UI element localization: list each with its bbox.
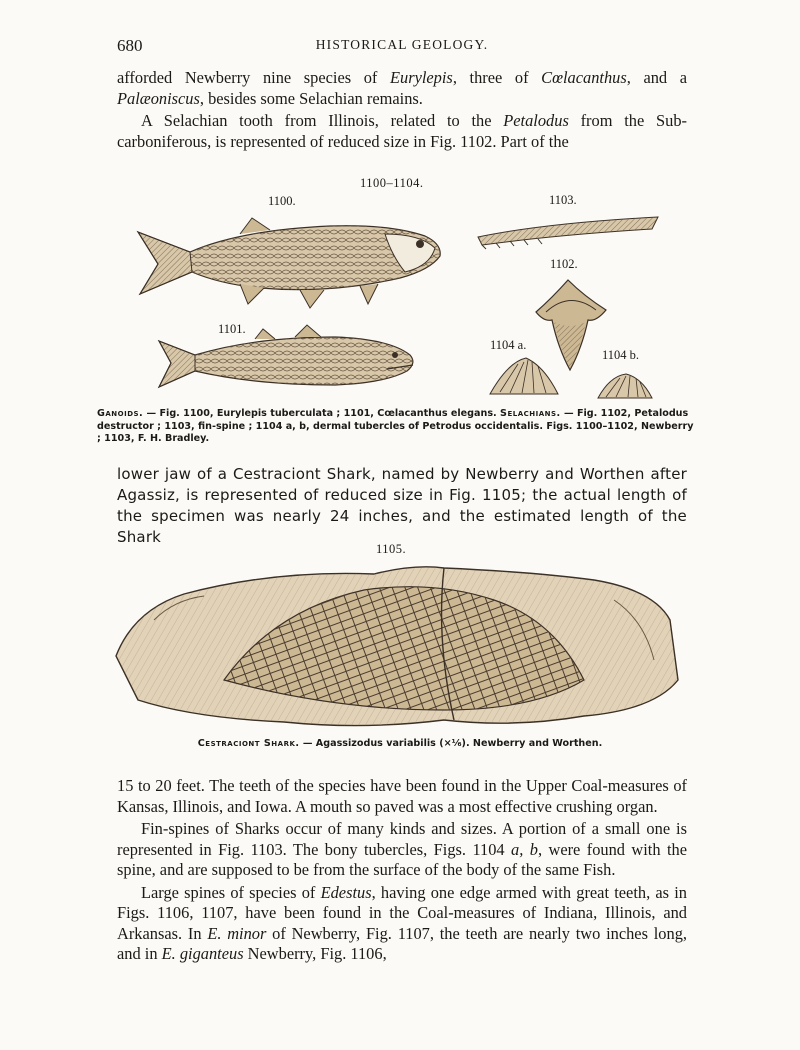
tubercle-1104a-illustration	[488, 356, 560, 396]
page-header	[117, 36, 687, 58]
figure-label-1104a: 1104 a.	[490, 338, 527, 352]
figure-label-1105: 1105.	[376, 542, 407, 556]
running-head: HISTORICAL GEOLOGY.	[315, 37, 489, 52]
bottom-text	[117, 776, 687, 965]
paragraph: 15 to 20 feet. The teeth of the species have been found in the Upper Coal-measures of Kansas, Illinois, and Iowa. A mouth so paved was a most effective crushing organ.	[117, 776, 687, 816]
figure2-caption: Cestraciont Shark. — Agassizodus variabilis (×⅙). Newberry and Worthen.	[197, 738, 603, 749]
figure-group-label: 1100–1104.	[360, 176, 424, 190]
figure1-caption: Ganoids. — Fig. 1100, Eurylepis tuberculata ; 1101, Cœlacanthus elegans. Selachians. — Fig. 1102, Petalodus destructor ; 1103, fin-spine ; 1104 a, b, dermal tubercles of Petrodus occidentalis. Figs. 1100–1102, Newberry ; 1103, F. H. Bradley.	[97, 408, 694, 444]
middle-text	[117, 464, 687, 548]
figure-label-1100: 1100.	[268, 194, 296, 208]
paragraph: Fin-spines of Sharks occur of many kinds and sizes. A portion of a small one is represented in Fig. 1103. The bony tubercles, Figs. 1104 a, b, were found with the spine, and are supposed to be from the surface of the body of the same Fish.	[117, 819, 687, 879]
page-number: 680	[117, 36, 143, 55]
fin-spine-1103-illustration	[476, 213, 660, 249]
paragraph: Large spines of species of Edestus, having one edge armed with great teeth, as in Figs. 1106, 1107, have been found in the Coal-measures of Indiana, Illinois, and Arkansas. In E. minor of Newberry, Fig. 1107, the teeth are nearly two inches long, and in E. giganteus Newberry, Fig. 1106,	[117, 882, 687, 963]
figure-label-1102: 1102.	[550, 257, 578, 271]
shark-jaw-1105-illustration	[114, 560, 680, 732]
top-text	[117, 68, 687, 152]
paragraph: afforded Newberry nine species of Eurylepis, three of Cœlacanthus, and a Palæoniscus, besides some Selachian remains.	[117, 68, 687, 108]
paragraph: lower jaw of a Cestraciont Shark, named by Newberry and Worthen after Agassiz, is represented of reduced size in Fig. 1105; the actual length of the specimen was nearly 24 inches, and the estimated length of the Shark	[117, 465, 687, 546]
fish-1100-illustration	[130, 212, 450, 322]
figure-label-1104b: 1104 b.	[602, 348, 640, 362]
tubercle-1104b-illustration	[596, 372, 654, 400]
figure-label-1103: 1103.	[549, 193, 577, 207]
paragraph: A Selachian tooth from Illinois, related to the Petalodus from the Sub-carboniferous, is represented of reduced size in Fig. 1102. Part of the	[117, 111, 687, 151]
fish-1101-illustration	[155, 325, 420, 397]
figure-label-1101: 1101.	[218, 322, 246, 336]
